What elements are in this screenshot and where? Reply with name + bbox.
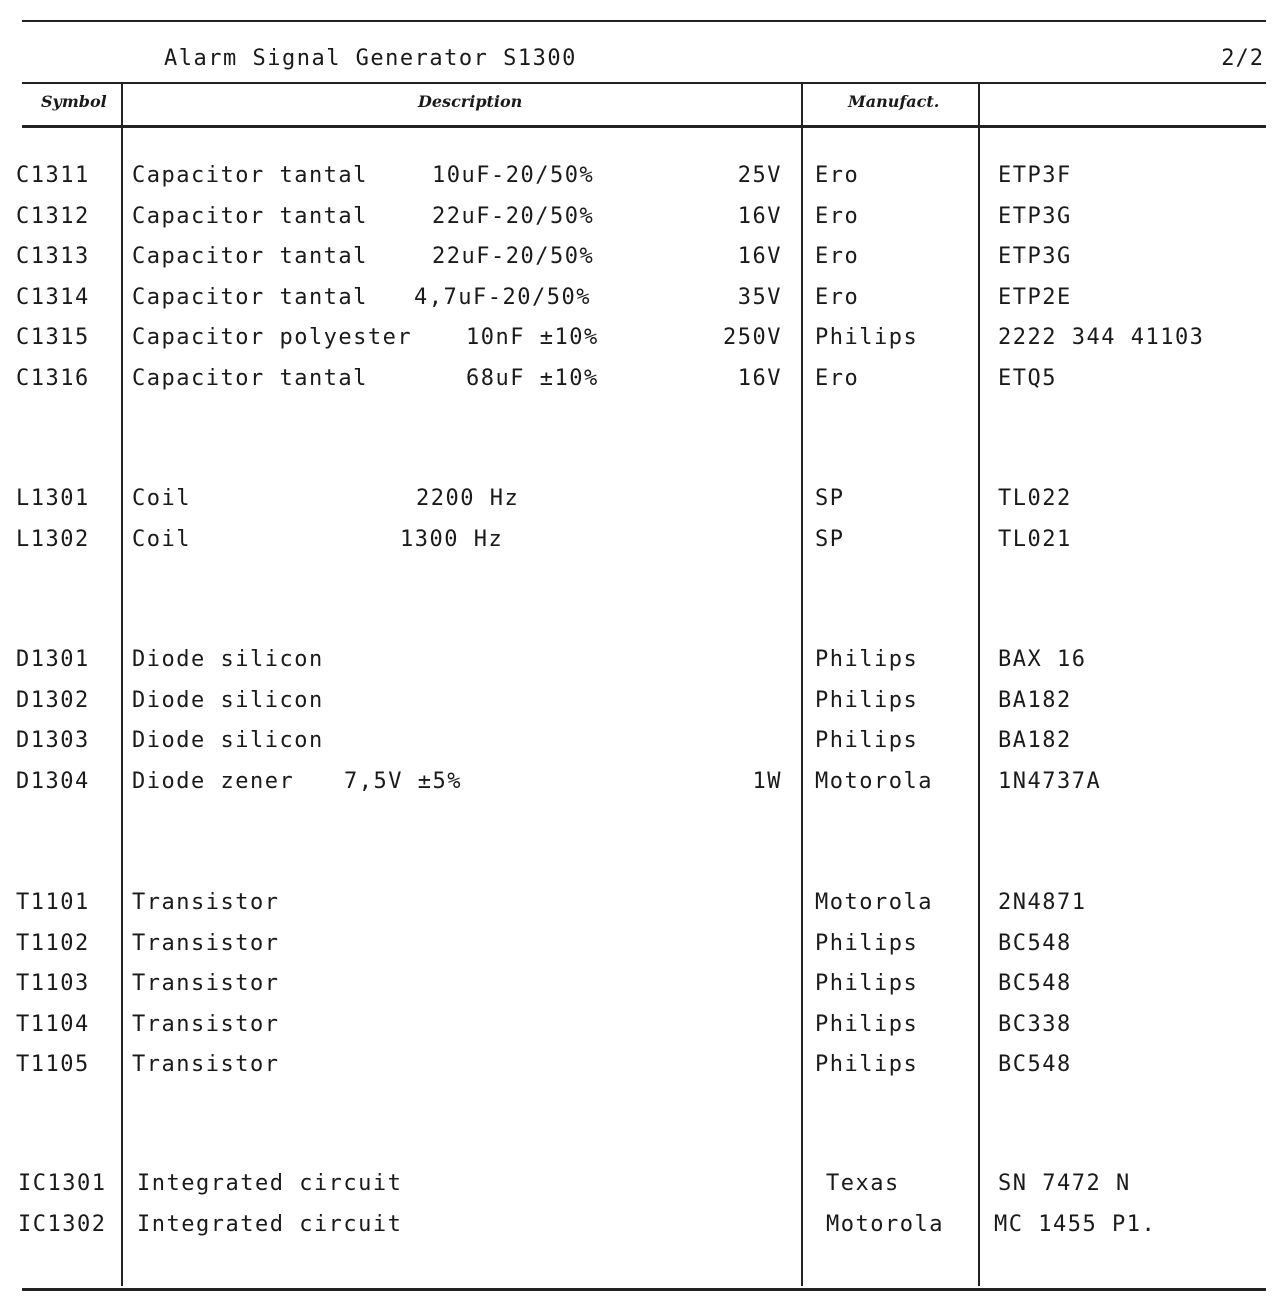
row-rating: 1W <box>752 769 782 794</box>
row-manufacturer: Philips <box>815 1012 919 1037</box>
row-part-number: TL022 <box>998 486 1072 511</box>
row-description: Capacitor tantal <box>132 204 368 229</box>
row-value: 1300 Hz <box>400 527 504 552</box>
row-description: Integrated circuit <box>137 1212 403 1237</box>
row-part-number: BAX 16 <box>998 647 1087 672</box>
row-part-number: SN 7472 N <box>998 1171 1131 1196</box>
row-symbol: IC1301 <box>18 1171 107 1196</box>
row-manufacturer: Ero <box>815 244 860 269</box>
row-symbol: L1302 <box>16 527 90 552</box>
row-value: 10nF ±10% <box>466 325 599 350</box>
row-manufacturer: Philips <box>815 325 919 350</box>
row-part-number: ETP3G <box>998 244 1072 269</box>
row-symbol: T1102 <box>16 931 90 956</box>
row-symbol: L1301 <box>16 486 90 511</box>
row-manufacturer: Philips <box>815 647 919 672</box>
row-manufacturer: Philips <box>815 728 919 753</box>
row-part-number: TL021 <box>998 527 1072 552</box>
column-divider-manufacturer <box>978 84 980 1286</box>
row-manufacturer: Texas <box>826 1171 900 1196</box>
row-part-number: 2N4871 <box>998 890 1087 915</box>
row-symbol: D1303 <box>16 728 90 753</box>
row-part-number: 2222 344 41103 <box>998 325 1205 350</box>
row-part-number: BC548 <box>998 971 1072 996</box>
row-symbol: C1311 <box>16 163 90 188</box>
row-description: Capacitor tantal <box>132 366 368 391</box>
row-manufacturer: Motorola <box>826 1212 944 1237</box>
row-symbol: IC1302 <box>18 1212 107 1237</box>
row-rating: 16V <box>737 244 782 269</box>
row-manufacturer: Ero <box>815 366 860 391</box>
row-value: 2200 Hz <box>416 486 520 511</box>
row-description: Transistor <box>132 890 280 915</box>
row-part-number: BC548 <box>998 931 1072 956</box>
row-symbol: D1301 <box>16 647 90 672</box>
row-value: 10uF-20/50% <box>432 163 595 188</box>
row-manufacturer: Philips <box>815 971 919 996</box>
row-symbol: C1316 <box>16 366 90 391</box>
row-description: Capacitor polyester <box>132 325 413 350</box>
row-symbol: D1304 <box>16 769 90 794</box>
row-rating: 16V <box>737 204 782 229</box>
row-value: 68uF ±10% <box>466 366 599 391</box>
row-description: Transistor <box>132 1052 280 1077</box>
row-rating: 16V <box>737 366 782 391</box>
row-rating: 35V <box>737 285 782 310</box>
row-manufacturer: Ero <box>815 163 860 188</box>
row-description: Diode silicon <box>132 647 324 672</box>
row-part-number: ETP3F <box>998 163 1072 188</box>
row-rating: 25V <box>737 163 782 188</box>
row-description: Diode silicon <box>132 688 324 713</box>
top-rule <box>22 20 1266 22</box>
row-description: Integrated circuit <box>137 1171 403 1196</box>
row-description: Transistor <box>132 971 280 996</box>
header-manufacturer: Manufact. <box>848 92 940 111</box>
row-symbol: T1105 <box>16 1052 90 1077</box>
row-symbol: T1101 <box>16 890 90 915</box>
column-divider-description <box>801 84 803 1286</box>
document-title: Alarm Signal Generator S1300 <box>164 46 577 71</box>
row-value: 22uF-20/50% <box>432 244 595 269</box>
row-part-number: 1N4737A <box>998 769 1102 794</box>
row-part-number: MC 1455 P1. <box>994 1212 1157 1237</box>
row-manufacturer: Motorola <box>815 890 933 915</box>
row-manufacturer: Motorola <box>815 769 933 794</box>
row-value: 7,5V ±5% <box>344 769 462 794</box>
column-divider-symbol <box>121 84 123 1286</box>
row-description: Diode silicon <box>132 728 324 753</box>
row-description: Capacitor tantal <box>132 244 368 269</box>
row-symbol: C1312 <box>16 204 90 229</box>
title-rule <box>22 82 1266 84</box>
row-manufacturer: Philips <box>815 931 919 956</box>
header-symbol: Symbol <box>41 92 107 111</box>
row-manufacturer: Ero <box>815 204 860 229</box>
row-part-number: BA182 <box>998 688 1072 713</box>
row-part-number: ETP2E <box>998 285 1072 310</box>
bottom-rule <box>22 1288 1266 1291</box>
row-value: 22uF-20/50% <box>432 204 595 229</box>
page-number: 2/2 <box>1221 46 1264 71</box>
row-description: Diode zener <box>132 769 295 794</box>
row-part-number: BC338 <box>998 1012 1072 1037</box>
row-symbol: T1103 <box>16 971 90 996</box>
row-description: Transistor <box>132 1012 280 1037</box>
row-description: Capacitor tantal <box>132 163 368 188</box>
row-rating: 250V <box>723 325 782 350</box>
row-manufacturer: Philips <box>815 688 919 713</box>
header-description: Description <box>418 92 523 111</box>
row-description: Transistor <box>132 931 280 956</box>
row-part-number: ETP3G <box>998 204 1072 229</box>
row-description: Capacitor tantal <box>132 285 368 310</box>
header-rule <box>22 125 1266 128</box>
row-part-number: ETQ5 <box>998 366 1057 391</box>
row-symbol: C1315 <box>16 325 90 350</box>
row-symbol: C1313 <box>16 244 90 269</box>
row-manufacturer: Philips <box>815 1052 919 1077</box>
row-description: Coil <box>132 527 191 552</box>
row-part-number: BC548 <box>998 1052 1072 1077</box>
row-value: 4,7uF-20/50% <box>414 285 591 310</box>
row-symbol: C1314 <box>16 285 90 310</box>
row-symbol: D1302 <box>16 688 90 713</box>
row-manufacturer: Ero <box>815 285 860 310</box>
row-manufacturer: SP <box>815 486 845 511</box>
row-symbol: T1104 <box>16 1012 90 1037</box>
row-manufacturer: SP <box>815 527 845 552</box>
row-description: Coil <box>132 486 191 511</box>
row-part-number: BA182 <box>998 728 1072 753</box>
